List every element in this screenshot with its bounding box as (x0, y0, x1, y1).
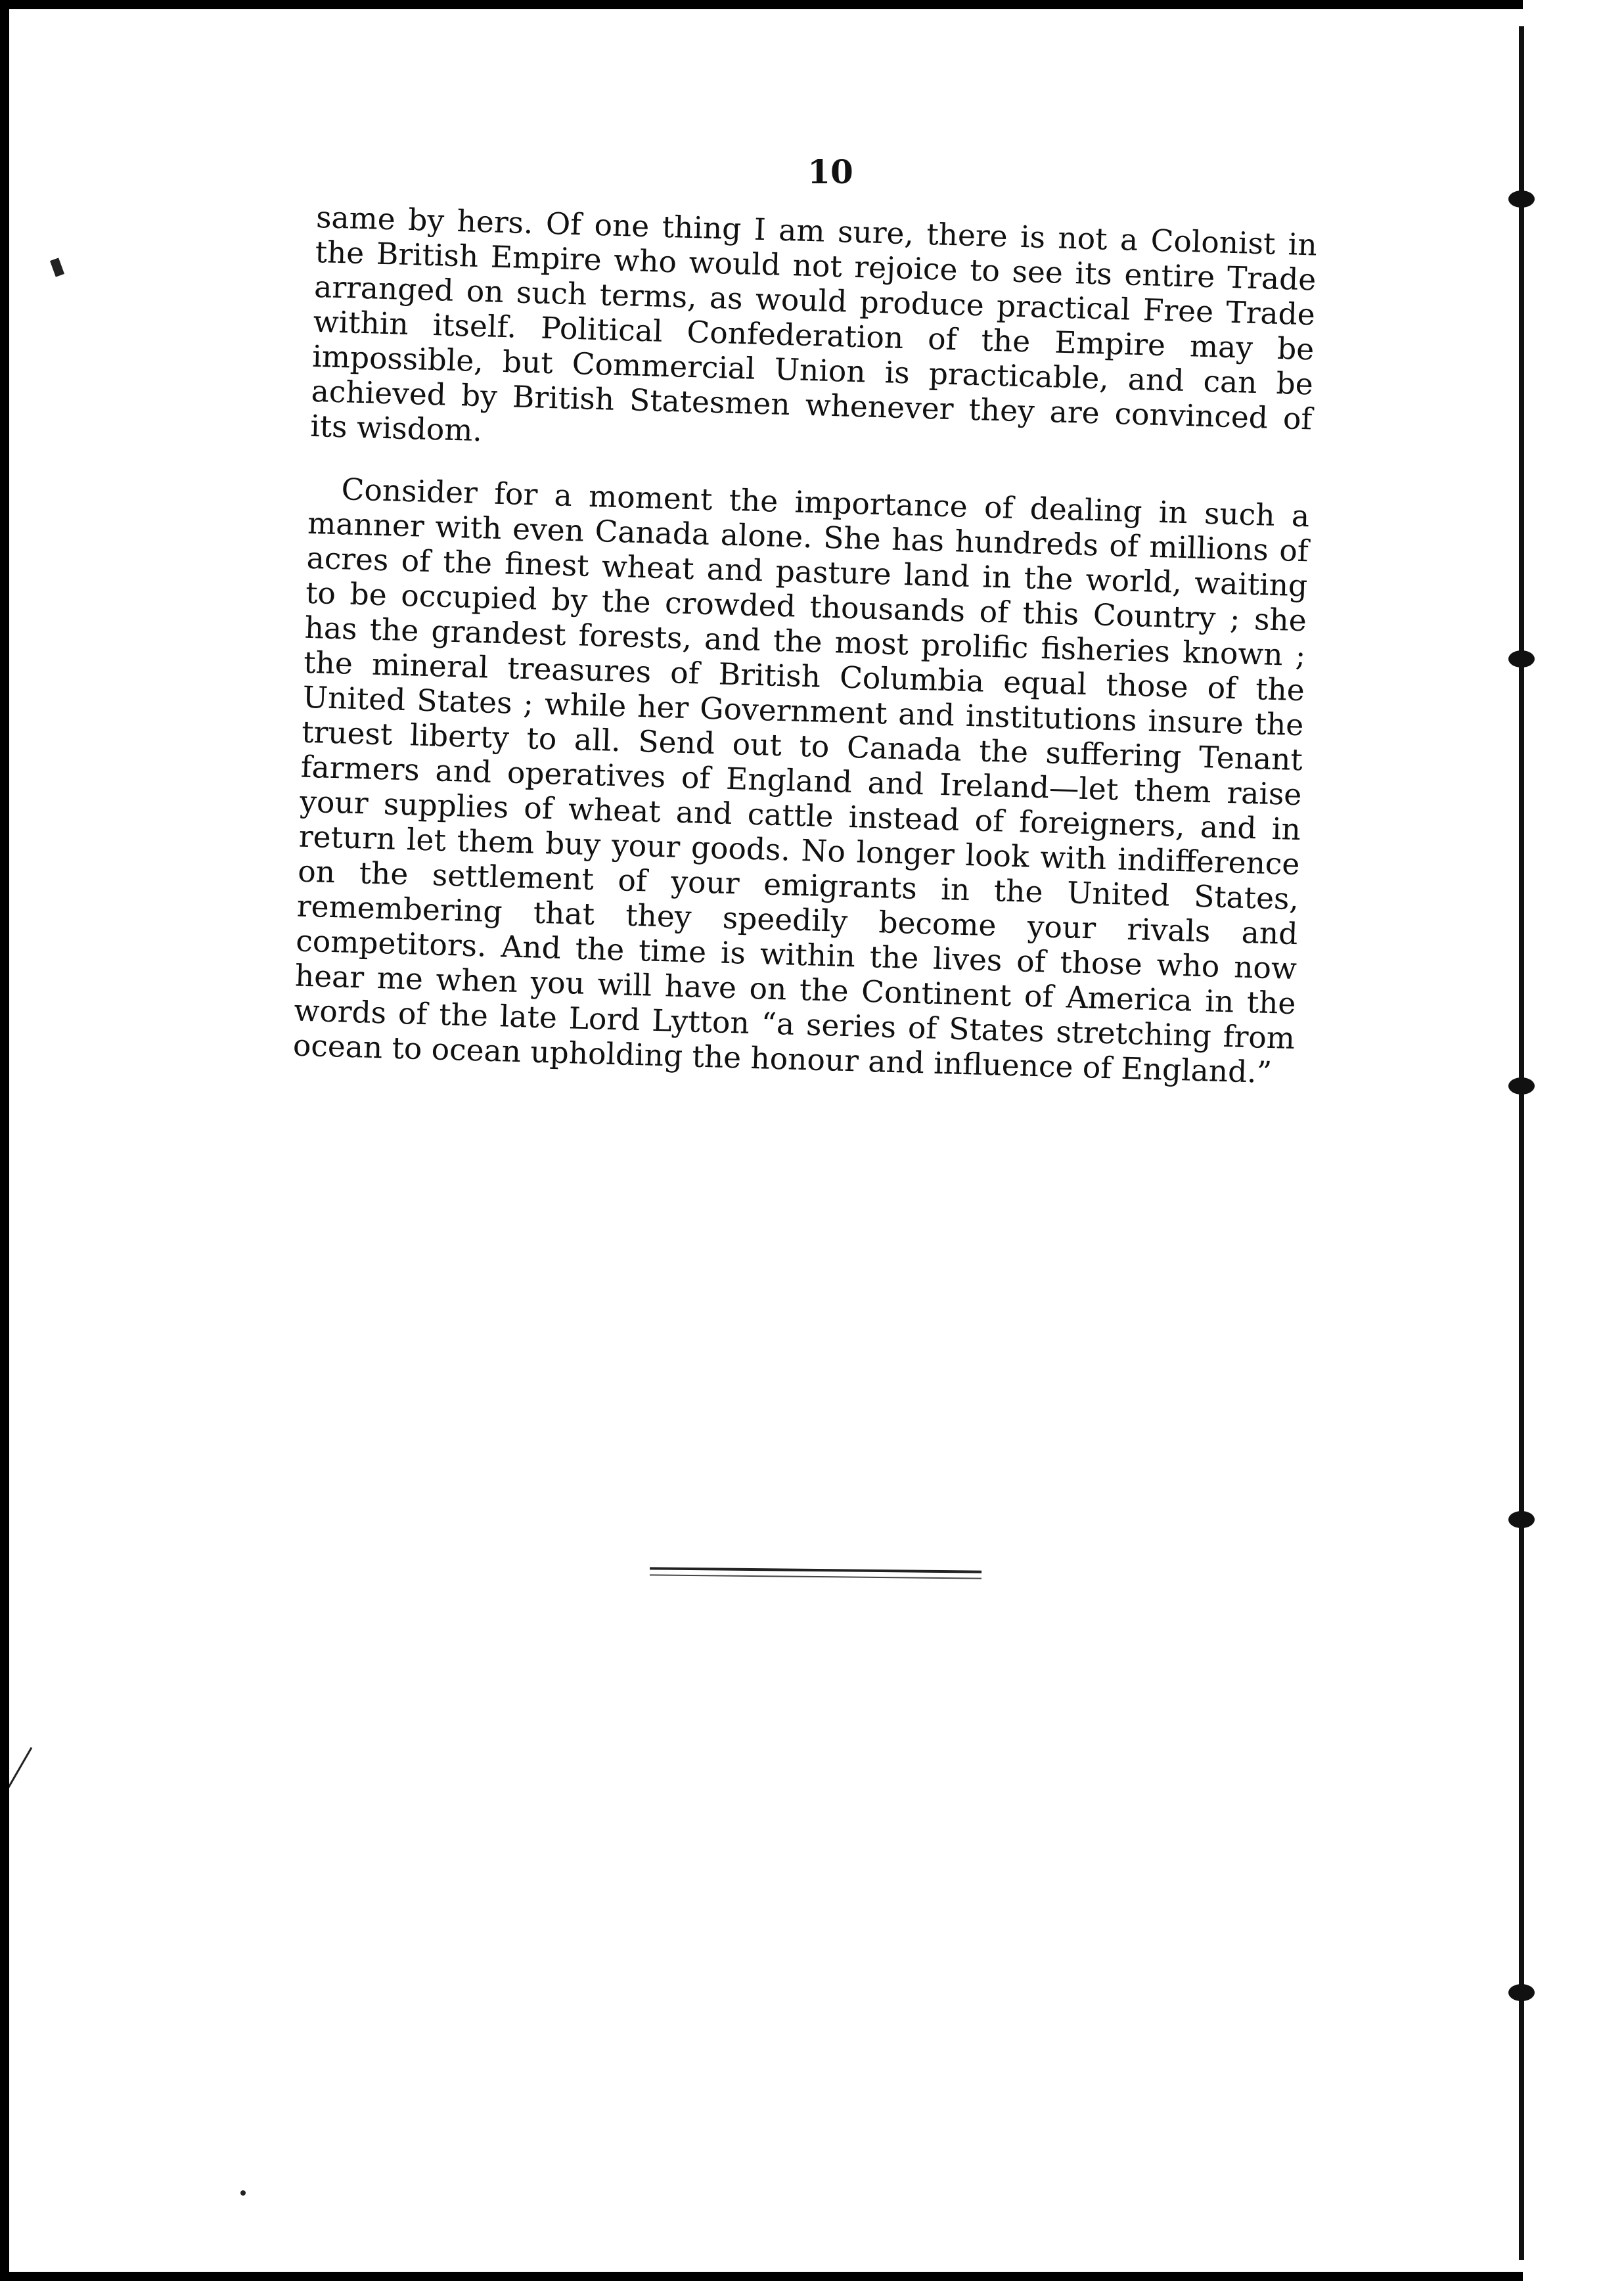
paragraph-2: Consider for a moment the importance of dealing in such a manner with even Canada alone. She has hundreds of millions of acres of the finest wheat and pasture land in the world, waiting to be occupied by the crowded thousands of this Country ; she has the grandest forests, and the most prolific fisheries known ; the mineral treasures of British Columbia equal those of the United States ; while her Government and institutions insure the truest liberty to all. Send out to Canada the suffering Tenant farmers and operatives of England and Ireland—let them raise your supplies of wheat and cattle instead of foreigners, and in return let them buy your goods. No longer look with indifference on the settlement of your emigrants in the United States, remembering that they speedily become your rivals and competitors. And the time is within the lives of those who now hear me when you will have on the Continent of America in the words of the late Lord Lytton “a series of States stretching from ocean to ocean upholding the honour and influence of England.” (292, 472, 1310, 1091)
page-number: 10 (807, 152, 853, 191)
scan-speck (50, 258, 64, 277)
binding-stitch (1508, 1984, 1535, 2001)
document-page (9, 9, 1523, 2272)
binding-spine (1519, 26, 1524, 2260)
body-text (292, 200, 1317, 1118)
section-end-rule (650, 1567, 981, 1579)
binding-stitch (1508, 191, 1535, 208)
binding-stitch (1508, 1077, 1535, 1095)
scan-speck (9, 1747, 32, 1799)
binding-stitch (1508, 650, 1535, 667)
binding-stitch (1508, 1511, 1535, 1528)
facing-page-edge (1523, 0, 1624, 2281)
scan-speck (240, 2190, 246, 2196)
paragraph-1: same by hers. Of one thing I am sure, there is not a Colonist in the British Empire who would not rejoice to see its entire Trade arranged on such terms, as would produce practical Free Trade within itself. Political Confederation of the Empire may be impossible, but Commercial Union is practicable, and can be achieved by British Statesmen whenever they are convinced of its wisdom. (309, 200, 1318, 449)
